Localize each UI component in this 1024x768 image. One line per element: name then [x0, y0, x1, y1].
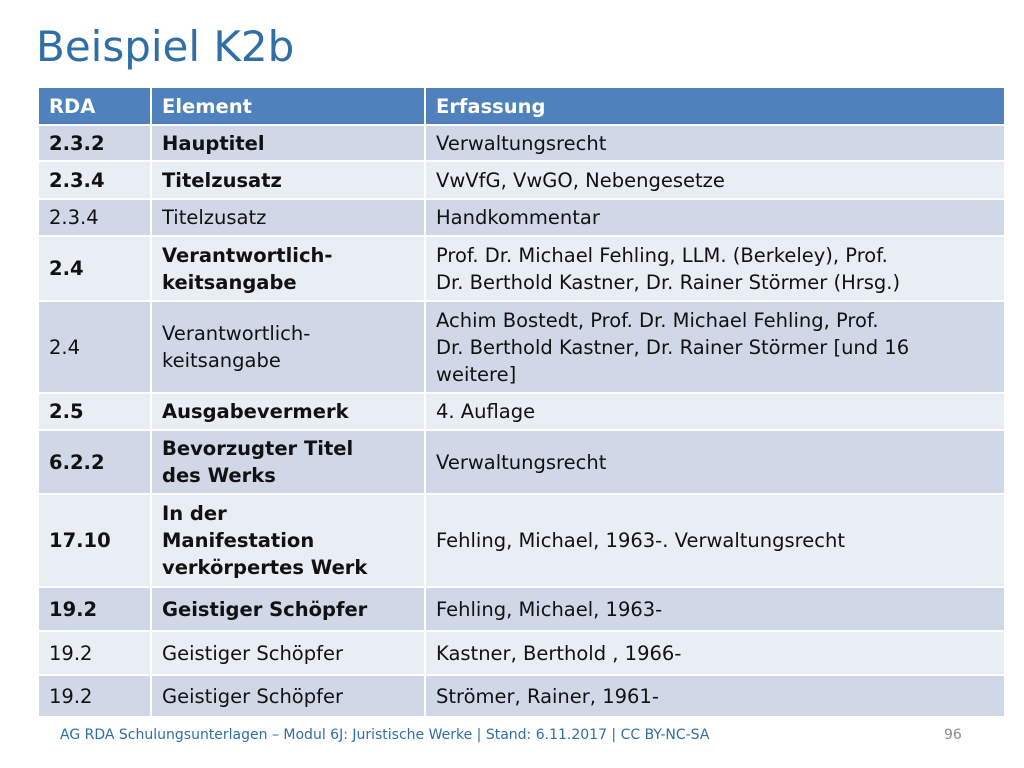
- table-row: [38, 301, 1005, 393]
- cell-element: Verantwortlich- keitsangabe: [151, 236, 425, 301]
- cell-erfassung: Verwaltungsrecht: [425, 430, 1005, 494]
- cell-element: Geistiger Schöpfer: [151, 675, 425, 717]
- cell-rda: 2.5: [38, 393, 151, 430]
- cell-element: Ausgabevermerk: [151, 393, 425, 430]
- cell-erfassung: Fehling, Michael, 1963-: [425, 587, 1005, 631]
- cell-rda: 2.3.4: [38, 161, 151, 199]
- cell-element: Geistiger Schöpfer: [151, 587, 425, 631]
- table-header-row: [38, 87, 1005, 125]
- cell-erfassung: Strömer, Rainer, 1961-: [425, 675, 1005, 717]
- cell-erfassung: VwVfG, VwGO, Nebengesetze: [425, 161, 1005, 199]
- table-row: [38, 430, 1005, 494]
- cell-erfassung: Prof. Dr. Michael Fehling, LLM. (Berkeley), Prof. Dr. Berthold Kastner, Dr. Rainer Störmer (Hrsg.): [425, 236, 1005, 301]
- table-row: [38, 587, 1005, 631]
- header-rda: RDA: [38, 87, 151, 125]
- cell-rda: 17.10: [38, 494, 151, 587]
- cell-erfassung: Achim Bostedt, Prof. Dr. Michael Fehling, Prof. Dr. Berthold Kastner, Dr. Rainer Störmer [und 16 weitere]: [425, 301, 1005, 393]
- cell-element: Verantwortlich- keitsangabe: [151, 301, 425, 393]
- cell-element: Bevorzugter Titel des Werks: [151, 430, 425, 494]
- cell-rda: 6.2.2: [38, 430, 151, 494]
- table-row: [38, 199, 1005, 236]
- cell-element: Hauptitel: [151, 125, 425, 161]
- cell-element: In der Manifestation verkörpertes Werk: [151, 494, 425, 587]
- cell-element: Titelzusatz: [151, 199, 425, 236]
- table-row: [38, 675, 1005, 717]
- cell-erfassung: Fehling, Michael, 1963-. Verwaltungsrecht: [425, 494, 1005, 587]
- cell-erfassung: Handkommentar: [425, 199, 1005, 236]
- cell-rda: 2.3.4: [38, 199, 151, 236]
- table-row: [38, 393, 1005, 430]
- table-row: [38, 161, 1005, 199]
- page-number: 96: [944, 727, 962, 743]
- cell-element: Geistiger Schöpfer: [151, 631, 425, 675]
- table-row: [38, 631, 1005, 675]
- table-row: [38, 236, 1005, 301]
- cell-rda: 19.2: [38, 587, 151, 631]
- slide-title: Beispiel K2b: [36, 22, 295, 71]
- cell-element: Titelzusatz: [151, 161, 425, 199]
- footer-text: AG RDA Schulungsunterlagen – Modul 6J: Juristische Werke | Stand: 6.11.2017 | CC BY-NC-SA: [60, 727, 710, 743]
- cell-rda: 2.4: [38, 236, 151, 301]
- cell-erfassung: 4. Auflage: [425, 393, 1005, 430]
- table-row: [38, 125, 1005, 161]
- header-erfassung: Erfassung: [425, 87, 1005, 125]
- table-row: [38, 494, 1005, 587]
- cell-erfassung: Kastner, Berthold , 1966-: [425, 631, 1005, 675]
- cell-rda: 19.2: [38, 631, 151, 675]
- cell-erfassung: Verwaltungsrecht: [425, 125, 1005, 161]
- cell-rda: 2.3.2: [38, 125, 151, 161]
- rda-table: [37, 86, 1006, 718]
- header-element: Element: [151, 87, 425, 125]
- cell-rda: 19.2: [38, 675, 151, 717]
- cell-rda: 2.4: [38, 301, 151, 393]
